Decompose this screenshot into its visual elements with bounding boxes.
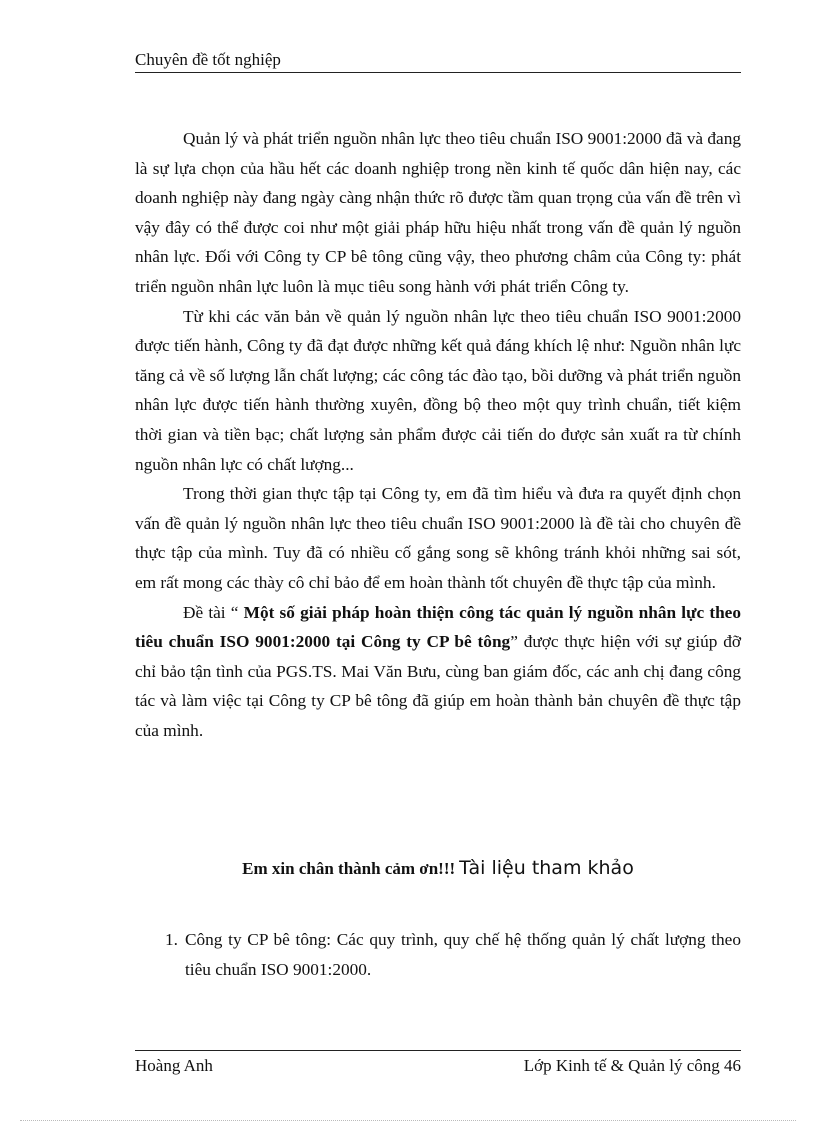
references-heading: Tài liệu tham khảo: [459, 857, 634, 879]
references-list: [135, 925, 741, 985]
reference-text: Công ty CP bê tông: Các quy trình, quy chế hệ thống quản lý chất lượng theo tiêu chuẩn ISO 9001:2000.: [185, 930, 741, 979]
body-text: [135, 124, 741, 745]
footer-author: Hoàng Anh: [135, 1056, 213, 1075]
reference-item: [135, 925, 741, 985]
footer-class: Lớp Kinh tế & Quản lý công 46: [523, 1056, 741, 1075]
topic-title: Một số giải pháp hoàn thiện công tác quản lý nguồn nhân lực theo tiêu chuẩn ISO 9001:2000 tại Công ty CP bê tông: [135, 602, 741, 652]
paragraph-internship: Trong thời gian thực tập tại Công ty, em đã tìm hiểu và đưa ra quyết định chọn vấn đề quản lý nguồn nhân lực theo tiêu chuẩn ISO 9001:2000 là đề tài cho chuyên đề thực tập của mình. Tuy đã có nhiều cố gắng song sẽ không tránh khỏi những sai sót, em rất mong các thày cô chỉ bảo để em hoàn thành tốt chuyên đề thực tập của mình.: [135, 484, 741, 592]
paragraph-intro: Quản lý và phát triển nguồn nhân lực theo tiêu chuẩn ISO 9001:2000 đã và đang là sự lựa chọn của hầu hết các doanh nghiệp trong nền kinh tế quốc dân hiện nay, các doanh nghiệp này đang ngày càng nhận thức rõ được tầm quan trọng của vấn đề trên vì vậy đây có thể được coi như một giải pháp hữu hiệu nhất trong vấn đề quản lý nguồn nhân lực. Đối với Công ty CP bê tông cũng vậy, theo phương châm của Công ty: phát triển nguồn nhân lực luôn là mục tiêu song hành với phát triển Công ty.: [135, 129, 741, 296]
thanks-text: Em xin chân thành cảm ơn!!!: [242, 859, 456, 878]
page-edge-divider: [20, 1120, 796, 1121]
page-footer: [135, 1050, 741, 1079]
paragraph-topic: [135, 598, 741, 746]
topic-suffix: ” được thực hiện với sự giúp đỡ chỉ bảo tận tình của PGS.TS. Mai Văn Bưu, cùng ban giám đốc, các anh chị đang công tác và làm việc tại Công ty CP bê tông đã giúp em hoàn thành bản chuyên đề thực tập của mình.: [135, 632, 741, 740]
page-header: [135, 50, 741, 73]
header-title: Chuyên đề tốt nghiệp: [135, 50, 281, 69]
paragraph-results: Từ khi các văn bản về quản lý nguồn nhân lực theo tiêu chuẩn ISO 9001:2000 được tiến hành, Công ty đã đạt được những kết quả đáng khích lệ như: Nguồn nhân lực tăng cả về số lượng lẫn chất lượng; các công tác đào tạo, bồi dưỡng và phát triển nguồn nhân lực được tiến hành thường xuyên, đồng bộ theo một quy trình chuẩn, tiết kiệm thời gian và tiền bạc; chất lượng sản phẩm được cải tiến do được sản xuất ra từ chính nguồn nhân lực có chất lượng...: [135, 306, 741, 474]
reference-number: 1.: [165, 930, 178, 949]
topic-prefix: Đề tài “: [183, 602, 244, 622]
closing-line: [135, 853, 741, 884]
